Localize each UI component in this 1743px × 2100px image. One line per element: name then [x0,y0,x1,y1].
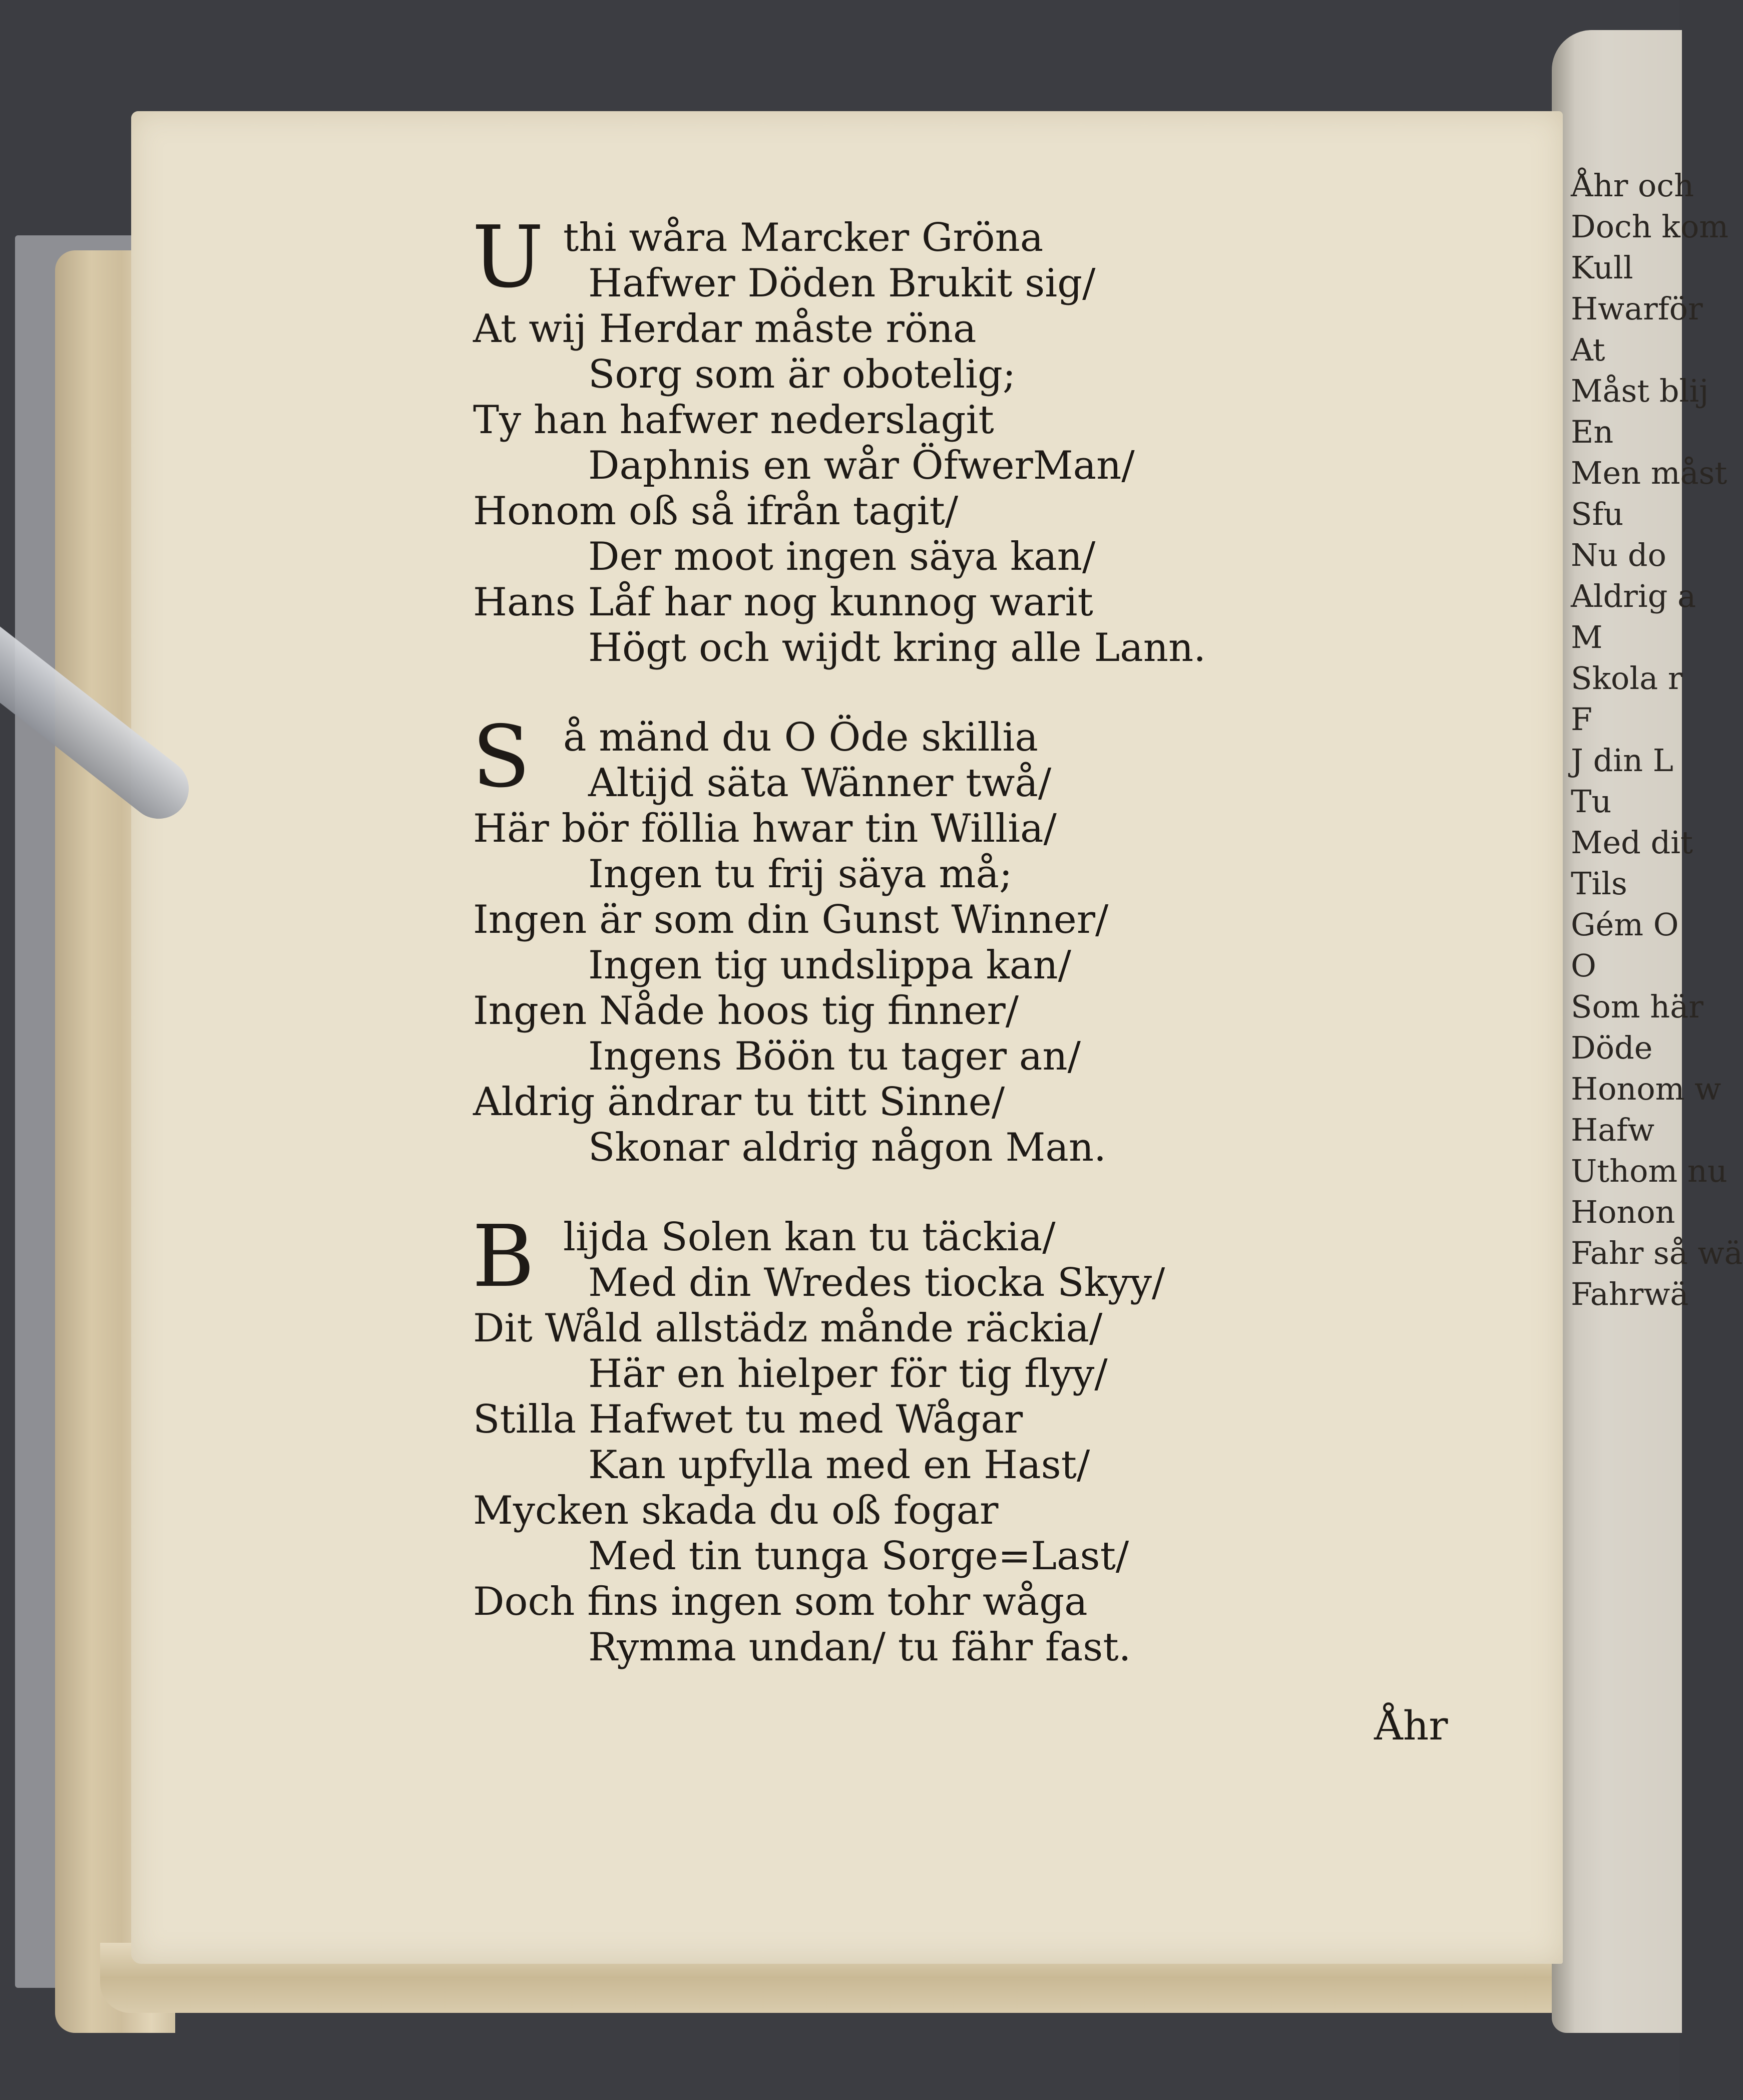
facing-page-line: Hwarför [1571,290,1703,327]
verse-line: Kan upfylla med en Hast/ [588,1443,1090,1488]
verse-line: Här en hielper för tig flyy/ [588,1351,1108,1396]
verse-line: Honom oß så ifrån tagit/ [473,489,959,534]
stanza-1 [472,208,1206,671]
verse-line: Doch fins ingen som tohr wåga [473,1579,1088,1624]
facing-page-line: Med dit [1571,824,1693,861]
verse-line: Rymma undan/ tu fähr fast. [588,1625,1131,1670]
facing-page-line: Skola r [1571,660,1683,696]
facing-page-line: Sfu [1571,496,1624,532]
verse-line: Ingens Böön tu tager an/ [588,1034,1081,1079]
verse-line: Med din Wredes tiocka Skyy/ [588,1260,1165,1305]
facing-page-line: Doch kom [1571,208,1729,245]
facing-page-line: Aldrig a [1571,578,1696,614]
verse-line: Daphnis en wår ÖfwerMan/ [588,443,1135,488]
facing-page-line: M [1571,619,1603,655]
facing-page-line: Gém O [1571,906,1679,943]
facing-page-line: Tu [1571,783,1612,820]
verse-line: Högt och wijdt kring alle Lann. [588,625,1206,670]
verse-line: thi wåra Marcker Gröna [563,215,1044,260]
verse-line: At wij Herdar måste röna [473,306,977,352]
verse-line: lijda Solen kan tu täckia/ [563,1215,1056,1260]
verse-line: Dit Wåld allstädz månde räckia/ [473,1306,1103,1351]
verse-line: Skonar aldrig någon Man. [588,1125,1106,1170]
verse-line: Ingen Nåde hoos tig finner/ [473,988,1019,1033]
facing-page-line: Tils [1571,865,1627,902]
drop-capital: B [472,1207,535,1306]
drop-capital: U [472,208,544,307]
verse-line: Stilla Hafwet tu med Wågar [473,1397,1023,1442]
verse-line: Med tin tunga Sorge=Last/ [588,1534,1129,1579]
facing-page-text [1571,165,1743,1315]
catchword: Åhr [1374,1702,1448,1749]
verse-line: Hans Låf har nog kunnog warit [473,580,1093,625]
facing-page-line: Åhr och [1571,167,1694,204]
verse-line: Ingen tig undslippa kan/ [588,943,1071,988]
verse-line: Der moot ingen säya kan/ [588,534,1096,579]
facing-page [1552,30,1743,2033]
facing-page-line: En [1571,414,1614,450]
verse-line: Sorg som är obotelig; [588,352,1016,397]
verse-line: Ingen är som din Gunst Winner/ [473,897,1109,942]
facing-page-line: Honon [1571,1194,1675,1230]
facing-page-line: Kull [1571,249,1633,286]
verse-line: Här bör föllia hwar tin Willia/ [473,806,1057,851]
drop-capital: S [472,708,531,807]
facing-page-line: Som här [1571,988,1703,1025]
verse-line: å mänd du O Öde skillia [563,715,1038,760]
facing-page-line: Nu do [1571,537,1666,573]
facing-page-line: Döde [1571,1029,1653,1066]
poem [472,208,1206,1670]
verse-line: Ty han hafwer nederslagit [473,398,994,443]
facing-page-line: Måst blij [1571,373,1709,409]
facing-page-line: Men måst [1571,455,1727,491]
verse-line: Altijd säta Wänner twå/ [588,761,1052,806]
facing-page-line: At [1571,331,1605,368]
facing-page-line: J din L [1571,742,1673,779]
verse-line: Hafwer Döden Brukit sig/ [588,261,1096,306]
facing-page-line: Honom w [1571,1071,1721,1107]
stanza-3 [472,1207,1206,1670]
facing-page-line: Fahr så wä [1571,1235,1743,1271]
verse-line: Ingen tu frij säya må; [588,852,1013,897]
stanza-2 [472,708,1206,1171]
verse-line: Aldrig ändrar tu titt Sinne/ [473,1080,1005,1125]
facing-page-line: O [1571,947,1596,984]
verse-line: Mycken skada du oß fogar [473,1488,999,1533]
facing-page-line: F [1571,701,1593,738]
facing-page-line: Uthom nu [1571,1153,1727,1189]
facing-page-line: Hafw [1571,1112,1655,1148]
facing-page-line: Fahrwä [1571,1276,1689,1312]
